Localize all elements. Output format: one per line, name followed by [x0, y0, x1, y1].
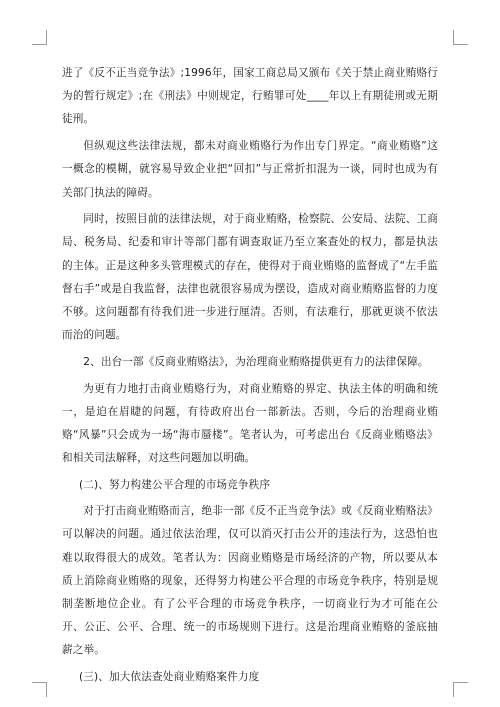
crop-mark-bottom-left — [32, 682, 47, 697]
crop-mark-top-left — [32, 30, 47, 45]
paragraph-2: 但纵观这些法律法规，都未对商业贿赂行为作出专门界定。“商业贿赂”这一概念的模糊，就容易导致企业把“回扣”与正常折扣混为一谈，同时也成为有关部门执法的障碍。 — [62, 140, 438, 199]
paragraph-3: 同时，按照目前的法律法规，对于商业贿赂，检察院、公安局、法院、工商局、税务局、纪委和审计等部门都有调查取证乃至立案查处的权力，都是执法的主体。正是这种多头管理模式的存在，使得对于商业贿赂的监督成了“左手监督右手”或是自我监督，法律也就很容易成为摆设，造成对商业贿赂监督的力度不够。这问题都有待我们进一步进行厘清。否则，有法难行，那就更谈不依法而治的问题。 — [62, 213, 438, 342]
paragraph-5: 为更有力地打击商业贿赂行为，对商业贿赂的界定、执法主体的明确和统一，是迫在眉睫的问题，有待政府出台一部新法。否则，今后的治理商业贿赂“风暴”只会成为一场“海市蜃楼”。笔者认为，可考虑出台《反商业贿赂法》和相关司法解释，对这些问题加以明确。 — [62, 382, 438, 465]
paragraph-7: 对于打击商业贿赂而言，绝非一部《反不正当竞争法》或《反商业贿赂法》可以解决的问题。通过依法治理，仅可以消灭打击公开的违法行为，这恐怕也难以取得很大的成效。笔者认为：因商业贿赂是市场经济的产物，所以要从本质上消除商业贿赂的现象，还得努力构建公平合理的市场竞争秩序，特别是规制垄断地位企业。有了公平合理的市场竞争秩序，一切商业行为才可能在公开、公正、公平、合理、统一的市场规则下进行。这是治理商业贿赂的釜底抽薪之举。 — [62, 505, 438, 657]
section-heading-2: (二)、努力构建公平合理的市场竞争秩序 — [78, 478, 271, 491]
document-body — [62, 62, 438, 692]
paragraph-4: 2、出台一部《反商业贿赂法》，为治理商业贿赂提供更有力的法律保障。 — [83, 355, 429, 368]
crop-mark-bottom-right — [453, 682, 468, 697]
section-heading-3: (三)、加大依法查处商业贿赂案件力度 — [78, 671, 260, 684]
crop-mark-top-right — [453, 30, 468, 45]
paragraph-1: 进了《反不正当竞争法》;1996年，国家工商总局又颁布《关于禁止商业贿赂行为的暂行规定》;在《刑法》中则规定，行贿罪可处____年以上有期徒刑或无期徒刑。 — [62, 67, 438, 126]
